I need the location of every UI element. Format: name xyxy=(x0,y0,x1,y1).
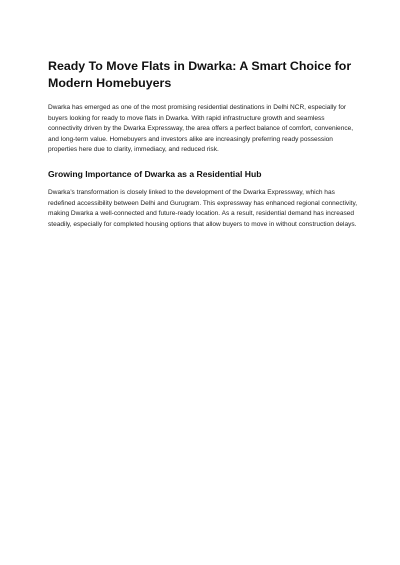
section-paragraph: Dwarka’s transformation is closely linked to the development of the Dwarka Expressway, which has redefined accessibility between Delhi and Gurugram. This expressway has enhanced regional connectivity, making Dwarka a well-connected and future-ready location. As a result, residential demand has increased steadily, especially for completed housing options that allow buyers to move in without construction delays. xyxy=(48,188,358,228)
section-heading: Growing Importance of Dwarka as a Residential Hub xyxy=(48,168,262,179)
document-title: Ready To Move Flats in Dwarka: A Smart Choice for Modern Homebuyers xyxy=(48,59,352,90)
document-page xyxy=(48,58,358,242)
intro-paragraph: Dwarka has emerged as one of the most promising residential destinations in Delhi NCR, especially for buyers looking for ready to move flats in Dwarka. With rapid infrastructure growth and seamless connectivity driven by the Dwarka Expressway, the area offers a perfect balance of comfort, convenience, and long-term value. Homebuyers and investors alike are increasingly preferring ready possession properties here due to clarity, immediacy, and reduced risk. xyxy=(48,104,354,154)
